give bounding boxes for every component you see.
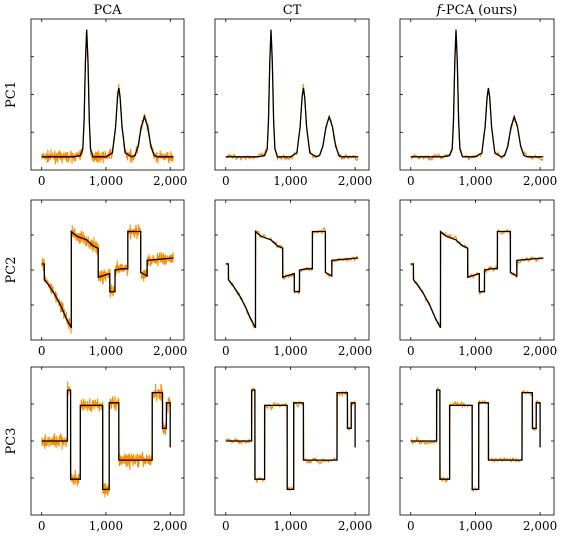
estimate-line — [411, 388, 540, 491]
x-tick-label: 0 — [221, 519, 230, 533]
panel-frame — [215, 200, 369, 340]
estimate-line — [226, 389, 355, 491]
estimate-line — [411, 230, 543, 326]
estimate-line — [226, 228, 358, 328]
truth-line — [226, 390, 355, 489]
panel-frame — [400, 200, 554, 340]
x-tick-label: 1,000 — [273, 174, 308, 188]
truth-line — [226, 30, 358, 157]
panel-pc3-1 — [31, 367, 187, 533]
x-tick-label: 1,000 — [458, 519, 493, 533]
x-tick-label: 0 — [37, 174, 46, 188]
x-tick-label: 0 — [406, 519, 415, 533]
x-tick-label: 1,000 — [88, 519, 124, 533]
truth-line — [42, 232, 174, 328]
panel-pc2-2 — [215, 200, 372, 358]
x-tick-label: 0 — [37, 344, 46, 358]
x-tick-label: 1,000 — [273, 344, 308, 358]
estimate-line — [42, 381, 171, 497]
panel-frame — [215, 19, 369, 170]
panel-pc1-1 — [31, 19, 187, 188]
row-label: PC3 — [4, 427, 19, 455]
estimate-line — [226, 35, 358, 161]
panel-frame — [400, 19, 554, 170]
x-tick-label: 2,000 — [522, 519, 558, 533]
estimate-line — [411, 34, 543, 160]
x-tick-label: 0 — [37, 519, 46, 533]
panel-pc3-3 — [400, 367, 557, 533]
x-tick-label: 1,000 — [88, 174, 124, 188]
column-title: 𝑓-PCA (ours) — [436, 3, 518, 18]
x-tick-label: 1,000 — [88, 344, 124, 358]
truth-line — [411, 232, 543, 328]
estimate-line — [42, 224, 174, 333]
x-tick-label: 2,000 — [153, 174, 188, 188]
x-tick-label: 0 — [221, 344, 230, 358]
x-tick-label: 2,000 — [337, 344, 373, 358]
estimate-line — [42, 31, 174, 165]
truth-line — [226, 232, 358, 328]
x-tick-label: 2,000 — [522, 344, 558, 358]
truth-line — [411, 30, 543, 157]
x-tick-label: 0 — [406, 344, 415, 358]
panel-pc1-3 — [400, 19, 557, 188]
x-tick-label: 1,000 — [273, 519, 308, 533]
truth-line — [411, 390, 540, 489]
panel-frame — [31, 19, 184, 170]
x-tick-label: 1,000 — [458, 344, 493, 358]
x-tick-label: 2,000 — [522, 174, 558, 188]
panel-pc3-2 — [215, 367, 372, 533]
x-tick-label: 2,000 — [337, 174, 373, 188]
panel-pc1-2 — [215, 19, 372, 188]
x-tick-label: 1,000 — [458, 174, 493, 188]
x-tick-label: 0 — [221, 174, 230, 188]
truth-line — [42, 30, 174, 157]
column-title: CT — [282, 3, 302, 18]
x-tick-label: 0 — [406, 174, 415, 188]
panel-pc2-3 — [400, 200, 557, 358]
panel-frame — [31, 200, 184, 340]
column-title: PCA — [93, 3, 122, 18]
x-tick-label: 2,000 — [337, 519, 373, 533]
row-label: PC1 — [4, 81, 19, 108]
row-label: PC2 — [4, 256, 19, 284]
x-tick-label: 2,000 — [153, 344, 188, 358]
panel-pc2-1 — [31, 200, 187, 358]
x-tick-label: 2,000 — [153, 519, 188, 533]
